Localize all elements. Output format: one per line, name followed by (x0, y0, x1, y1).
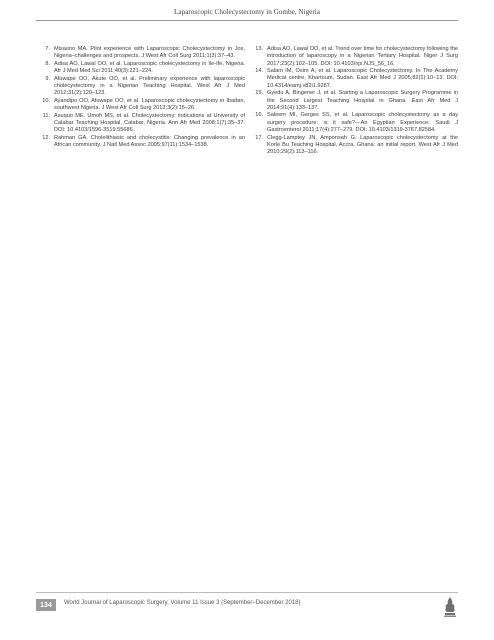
page-number-badge: 134 (36, 599, 56, 611)
footer-rule (36, 592, 458, 593)
jaypee-logo-icon (442, 596, 458, 618)
reference-item (250, 135, 458, 157)
reference-text: Rahman GA. Cholelithiasis and cholecystitis: Changing prevalence in an African community. J Natl Med Assoc 2005;97(11):1534–1538. (54, 134, 245, 149)
reference-number: 15. (255, 90, 263, 97)
reference-item (37, 98, 245, 113)
references-right-column (250, 46, 458, 157)
reference-text: Adisa AO, Lawal OO, et al. Trend over time for cholecystectomy following the introduction of laparoscopy in a Nigerian Tertiary Hospital. Niger J Surg 2017;23(2):102–105. DOI: 10.4103/njs.NJS_56_16. (267, 46, 458, 67)
reference-item (37, 46, 245, 61)
running-title: Laparoscopic Cholecystectomy in Gombe, Nigeria (174, 8, 320, 16)
reference-number: 11. (42, 112, 50, 119)
reference-number: 9. (45, 75, 50, 82)
reference-text: Saleem MI, Gerges SS, et al. Laparoscopic cholecystectomy as a day surgery procedure: is it safe?—An Egyptian Experience. Saudi J Gastroenterol 2011;17(4):277–279. DOI: 10.4103/1319-3767.82584. (267, 112, 458, 133)
reference-number: 12. (42, 134, 50, 141)
reference-text: Afuwape OO, Akute OO, et al. Preliminary experience with laparoscopic cholecystectomy in a Nigerian Teaching Hospital. West Afr J Med 2012;31(2):120–123. (54, 75, 245, 97)
reference-item (37, 61, 245, 76)
reference-number: 16. (255, 112, 263, 119)
reference-number: 8. (45, 60, 50, 67)
journal-citation: World Journal of Laparoscopic Surgery, Volume 11 Issue 3 (September–December 2018) (64, 600, 301, 606)
reference-text: Adisa AO, Lawal OO, et al. Laparoscopic cholecystectomy in Ile-Ife, Nigeria. Afr J Med Med Sci 2011;40(3):221–224. (54, 60, 245, 75)
reference-number: 14. (255, 68, 263, 75)
reference-text: Clegg-Lamptey JN, Amponsah G. Laparoscopic cholecystectomy at the Korle Bu Teaching Hospital, Accra, Ghana: an initial report. West Afr J Med 2010;29(2):113–116. (267, 134, 458, 156)
header-rule (36, 20, 458, 21)
reference-number: 7. (45, 46, 50, 52)
reference-number: 17. (255, 134, 263, 141)
reference-text: Asuquo ME, Umoh MS, et al. Cholecystectomy: indications at University of Calabar Teaching Hospital, Calabar, Nigeria. Ann Afr Med 2008;1(7):35–37. DOI: 10.4103/1596-3519.55686. (54, 112, 245, 134)
reference-item (250, 46, 458, 68)
reference-number: 13. (255, 46, 263, 52)
reference-text: Ayandipo OO, Afuwape OO, et al. Laparoscopic cholecystectomy in Ibadan, southwest Nigeria. J West Afr Coll Surg 2013;3(2):15–26. (54, 97, 245, 112)
reference-text: Misauno MA. Pilot experience with Laparoscopic Cholecystectomy in Jos, Nigeria–challenges and prospects. J West Afr Coll Surg 2011;1(3):37–43. (54, 46, 245, 60)
reference-item (250, 112, 458, 134)
reference-text: Gyedu A, Bingener J, et al. Starting a Laparoscopic Surgery Programme in the Second Largest Teaching Hospital in Ghana. East Afr Med J 2014;91(4):133–137. (267, 90, 458, 111)
reference-item (37, 76, 245, 98)
reference-number: 10. (42, 97, 50, 104)
reference-item (37, 113, 245, 135)
reference-text: Salam IM, Osim A, et al. Laparoscopic Cholecystectomy. In The Academy Medical centre, Khartoum, Sudan. East Afr Med J 2005;82(1):10–13. DOI: 10.4314/eamj.v82i1.9287. (267, 68, 458, 89)
reference-item (37, 135, 245, 150)
references-left-column (37, 46, 245, 150)
reference-item (250, 68, 458, 90)
reference-item (250, 90, 458, 112)
